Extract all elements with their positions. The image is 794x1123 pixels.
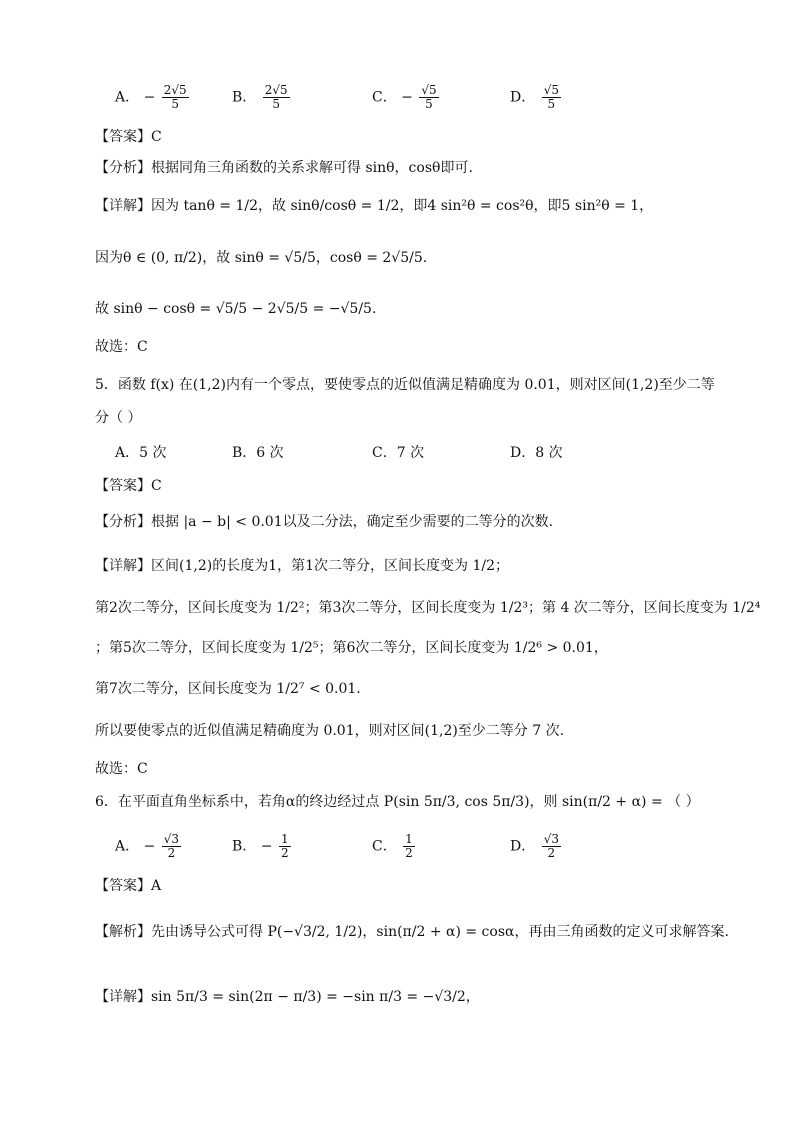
q5-choose bbox=[95, 759, 148, 779]
answer-tag: 【答案】 bbox=[95, 478, 151, 494]
answer-value: C bbox=[151, 129, 162, 145]
option-numerator: √5 bbox=[543, 83, 559, 97]
q5-stem-1 bbox=[95, 375, 715, 395]
q4-analysis bbox=[95, 158, 473, 178]
option-numerator: √3 bbox=[163, 832, 180, 846]
option-letter: C． bbox=[372, 89, 397, 106]
option-letter: C． bbox=[372, 838, 397, 855]
option-denominator: 2 bbox=[167, 846, 176, 860]
option-denominator: 5 bbox=[171, 97, 180, 111]
q5-detail-3 bbox=[95, 638, 608, 658]
detail-tag: 【详解】 bbox=[95, 198, 151, 214]
analysis-text: 先由诱导公式可得 P(−√3/2, 1/2)，sin(π/2 + α) = cosα，再由三角函数的定义可求解答案. bbox=[151, 924, 729, 940]
detail-text: 因为θ ∈ (0, π/2)，故 sinθ = √5/5，cosθ = 2√5/5. bbox=[95, 250, 428, 266]
choose-text: 故选：C bbox=[95, 761, 148, 777]
q5-detail-2 bbox=[95, 598, 760, 618]
question-stem: 5．函数 f(x) 在(1,2)内有一个零点，要使零点的近似值满足精确度为 0.01，则对区间(1,2)至少二等 bbox=[95, 377, 715, 393]
detail-text: sin 5π/3 = sin(2π − π/3) = −sin π/3 = −√3/2， bbox=[151, 989, 480, 1005]
option-letter: D． bbox=[510, 838, 536, 855]
detail-text: 故 sinθ − cosθ = √5/5 − 2√5/5 = −√5/5. bbox=[95, 301, 377, 317]
option-sign: − bbox=[401, 89, 413, 106]
q6-detail-1 bbox=[95, 987, 480, 1007]
detail-tag: 【详解】 bbox=[95, 558, 151, 574]
detail-tag: 【详解】 bbox=[95, 989, 151, 1005]
q6-option-c bbox=[372, 833, 417, 860]
analysis-text: 根据 |a − b| < 0.01以及二分法，确定至少需要的二等分的次数. bbox=[151, 514, 554, 530]
option-denominator: 2 bbox=[280, 846, 289, 860]
option-numerator: √3 bbox=[543, 832, 559, 846]
answer-value: A bbox=[151, 878, 162, 894]
q6-answer bbox=[95, 876, 161, 896]
question-stem: 分（ ） bbox=[95, 410, 142, 426]
q5-detail-1 bbox=[95, 556, 509, 576]
q4-detail-3 bbox=[95, 299, 376, 319]
option-letter: A． bbox=[115, 838, 140, 855]
option-numerator: 1 bbox=[280, 832, 289, 846]
analysis-tag: 【解析】 bbox=[95, 924, 151, 940]
option-sign: − bbox=[143, 838, 156, 855]
q6-option-d bbox=[510, 833, 563, 860]
q4-detail-1 bbox=[95, 196, 653, 216]
option-numerator: 2√5 bbox=[264, 83, 288, 97]
q4-answer bbox=[95, 127, 162, 147]
q5-stem-2 bbox=[95, 408, 141, 428]
answer-value: C bbox=[151, 478, 162, 494]
q5-answer bbox=[95, 476, 162, 496]
choose-text: 故选：C bbox=[95, 339, 148, 355]
analysis-tag: 【分析】 bbox=[95, 514, 151, 530]
q4-detail-2 bbox=[95, 248, 427, 268]
q6-option-a bbox=[115, 833, 183, 860]
q6-stem bbox=[95, 792, 700, 812]
option-denominator: 5 bbox=[547, 97, 556, 111]
option-letter: B． bbox=[232, 89, 257, 106]
option-sign: − bbox=[143, 89, 156, 106]
q4-option-b bbox=[232, 84, 292, 111]
option-letter: D． bbox=[510, 89, 536, 106]
q5-option-b: B．6 次 bbox=[232, 445, 284, 461]
detail-text: 因为 tanθ = 1/2，故 sinθ/cosθ = 1/2，即4 sin²θ = cos²θ，即5 sin²θ = 1， bbox=[151, 198, 654, 214]
analysis-text: 根据同角三角函数的关系求解可得 sinθ，cosθ即可. bbox=[151, 160, 473, 176]
q5-option-c: C．7 次 bbox=[372, 445, 425, 461]
q5-option-a: A．5 次 bbox=[115, 445, 167, 461]
option-numerator: 2√5 bbox=[163, 83, 187, 97]
question-stem: 6．在平面直角坐标系中，若角α的终边经过点 P(sin 5π/3, cos 5π/3)，则 sin(π/2 + α) = （ ） bbox=[95, 794, 700, 810]
q4-choose bbox=[95, 337, 148, 357]
q5-analysis bbox=[95, 512, 553, 532]
option-denominator: 5 bbox=[272, 97, 281, 111]
option-denominator: 2 bbox=[405, 846, 413, 860]
q6-analysis bbox=[95, 922, 729, 942]
q4-option-a bbox=[115, 84, 191, 111]
detail-text: 第7次二等分，区间长度变为 1/2⁷ < 0.01. bbox=[95, 681, 361, 697]
option-denominator: 2 bbox=[547, 846, 556, 860]
answer-tag: 【答案】 bbox=[95, 878, 151, 894]
q4-option-c bbox=[372, 84, 441, 111]
detail-text: 第2次二等分，区间长度变为 1/2²；第3次二等分，区间长度变为 1/2³；第 4 次二等分，区间长度变为 1/2⁴ bbox=[95, 600, 761, 616]
detail-text: ；第5次二等分，区间长度变为 1/2⁵；第6次二等分，区间长度变为 1/2⁶ > 0.01， bbox=[95, 640, 608, 656]
answer-tag: 【答案】 bbox=[95, 129, 151, 145]
detail-text: 区间(1,2)的长度为1，第1次二等分，区间长度变为 1/2； bbox=[151, 558, 509, 574]
option-sign: − bbox=[260, 838, 273, 855]
option-numerator: √5 bbox=[421, 83, 437, 97]
q4-option-d bbox=[510, 84, 563, 111]
conclusion-text: 所以要使零点的近似值满足精确度为 0.01，则对区间(1,2)至少二等分 7 次. bbox=[95, 723, 565, 739]
q6-option-b bbox=[232, 833, 293, 860]
option-numerator: 1 bbox=[405, 832, 413, 846]
option-denominator: 5 bbox=[425, 97, 433, 111]
option-letter: B． bbox=[232, 838, 257, 855]
option-letter: A． bbox=[115, 89, 140, 106]
q5-option-d: D．8 次 bbox=[510, 445, 563, 461]
q5-detail-4 bbox=[95, 679, 361, 699]
q5-conclusion bbox=[95, 721, 564, 741]
analysis-tag: 【分析】 bbox=[95, 160, 151, 176]
